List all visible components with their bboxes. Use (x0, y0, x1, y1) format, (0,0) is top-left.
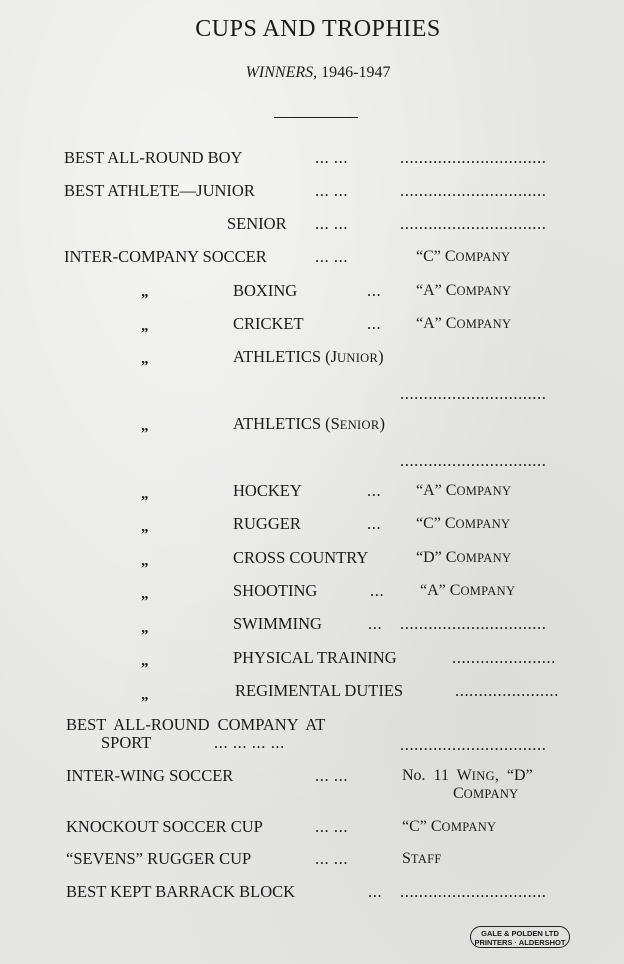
row-best-kept-barrack-block-result: ............................... (400, 882, 547, 901)
row-swimming-sep: ... (368, 614, 383, 633)
row-best-all-round-boy-sep: ... ... (315, 148, 349, 167)
row-best-athlete-junior-label: BEST ATHLETE—JUNIOR (64, 181, 255, 200)
subtitle-years: 1946-1947 (321, 64, 391, 81)
row-best-company-sport-label-line2: SPORT (101, 733, 152, 752)
row-best-athlete-senior-sep: ... ... (315, 214, 349, 233)
row-best-athlete-junior-sep: ... ... (315, 181, 349, 200)
row-physical-training-label: PHYSICAL TRAINING (233, 648, 397, 667)
row-hockey-result: “A” COMPANY (416, 482, 512, 499)
row-hockey-sep: ... (367, 481, 382, 500)
row-rugger-result: “C” COMPANY (416, 515, 511, 532)
row-boxing-label: BOXING (233, 281, 298, 300)
row-physical-training-result: ...................... (452, 648, 556, 667)
ditto-mark: „ (141, 351, 149, 367)
row-hockey-label: HOCKEY (233, 481, 302, 500)
ditto-mark: „ (141, 519, 149, 535)
printer-stamp-line2: PRINTERS · ALDERSHOT (474, 938, 566, 947)
row-best-all-round-boy-result: ............................... (400, 148, 547, 167)
ditto-mark: „ (141, 620, 149, 636)
row-athletics-junior-result: ............................... (400, 384, 547, 403)
row-athletics-senior-label: ATHLETICS (SENIOR) (233, 414, 385, 433)
row-best-athlete-senior-label: SENIOR (227, 214, 287, 233)
row-best-all-round-boy-label: BEST ALL-ROUND BOY (64, 148, 243, 167)
row-best-company-sport-result: ............................... (400, 735, 547, 754)
ditto-mark: „ (141, 318, 149, 334)
row-cross-country-label: CROSS COUNTRY (233, 548, 369, 567)
page-subtitle (0, 64, 624, 82)
ditto-mark: „ (141, 418, 149, 434)
row-inter-company-soccer-sep: ... ... (315, 247, 349, 266)
row-knockout-soccer-cup-label: KNOCKOUT SOCCER CUP (66, 817, 263, 836)
row-best-athlete-senior-result: ............................... (400, 214, 547, 233)
row-athletics-senior-result: ............................... (400, 451, 547, 470)
row-rugger-label: RUGGER (233, 514, 301, 533)
row-swimming-label: SWIMMING (233, 614, 322, 633)
row-inter-company-soccer-result: “C” COMPANY (416, 248, 511, 265)
row-shooting-result: “A” COMPANY (420, 582, 516, 599)
page-title: CUPS AND TROPHIES (195, 16, 441, 42)
row-knockout-soccer-cup-sep: ... ... (315, 817, 349, 836)
subtitle-winners: WINNERS, (245, 64, 318, 81)
row-shooting-label: SHOOTING (233, 581, 318, 600)
ditto-mark: „ (141, 486, 149, 502)
row-inter-company-soccer-label: INTER-COMPANY SOCCER (64, 247, 267, 266)
row-best-kept-barrack-block-sep: ... (368, 882, 383, 901)
row-best-kept-barrack-block-label: BEST KEPT BARRACK BLOCK (66, 882, 296, 901)
row-best-company-sport-label: BEST ALL-ROUND COMPANY AT (66, 715, 326, 734)
row-best-athlete-junior-result: ............................... (400, 181, 547, 200)
row-regimental-duties-label: REGIMENTAL DUTIES (235, 681, 404, 700)
row-cricket-label: CRICKET (233, 314, 304, 333)
row-cricket-result: “A” COMPANY (416, 315, 512, 332)
row-knockout-soccer-cup-result: “C” COMPANY (402, 818, 497, 835)
row-sevens-rugger-cup-result: STAFF (402, 850, 442, 867)
row-athletics-junior-label: ATHLETICS (JUNIOR) (233, 347, 384, 366)
row-cricket-sep: ... (367, 314, 382, 333)
row-swimming-result: ............................... (400, 614, 547, 633)
ditto-mark: „ (141, 687, 149, 703)
ditto-mark: „ (141, 284, 149, 300)
title-rule (274, 117, 358, 118)
row-inter-wing-soccer-sep: ... ... (315, 766, 349, 785)
row-sevens-rugger-cup-sep: ... ... (315, 849, 349, 868)
ditto-mark: „ (141, 586, 149, 602)
row-inter-wing-soccer-result: No. 11 WING, “D” (402, 767, 533, 784)
row-best-company-sport-sep: ... ... ... ... (214, 733, 285, 752)
ditto-mark: „ (141, 553, 149, 569)
row-inter-wing-soccer-label: INTER-WING SOCCER (66, 766, 234, 785)
row-sevens-rugger-cup-label: “SEVENS” RUGGER CUP (66, 849, 252, 868)
row-boxing-sep: ... (367, 281, 382, 300)
row-shooting-sep: ... (370, 581, 385, 600)
ditto-mark: „ (141, 653, 149, 669)
row-inter-wing-soccer-result-line2: COMPANY (453, 785, 519, 802)
row-rugger-sep: ... (367, 514, 382, 533)
printer-stamp-line1: GALE & POLDEN LTD (481, 929, 559, 938)
printer-stamp (470, 926, 570, 948)
row-cross-country-result: “D” COMPANY (416, 549, 512, 566)
row-boxing-result: “A” COMPANY (416, 282, 512, 299)
row-regimental-duties-result: ...................... (455, 681, 559, 700)
